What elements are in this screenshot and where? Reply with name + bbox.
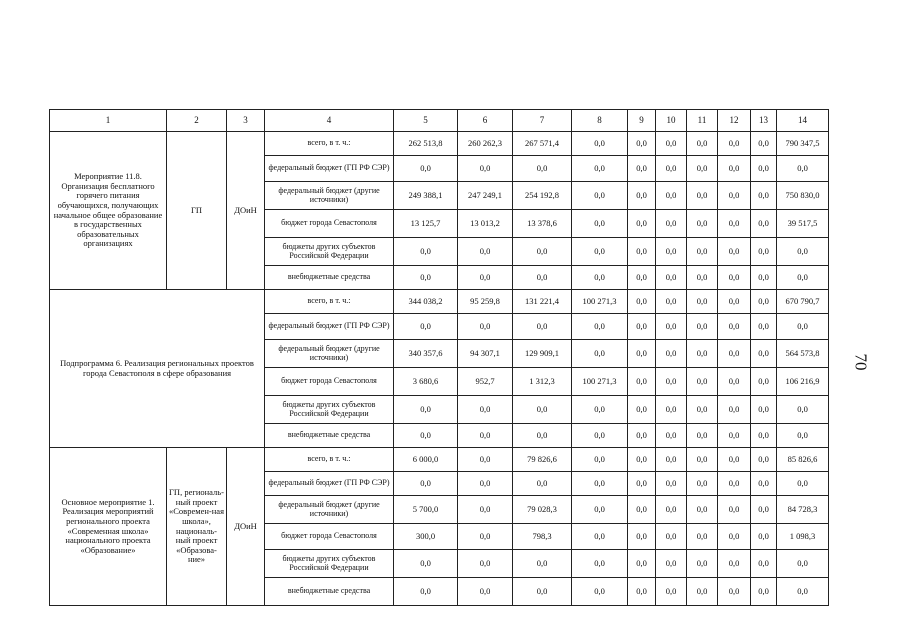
amount-cell: 95 259,8 [458,290,513,314]
amount-cell: 0,0 [718,578,751,606]
amount-cell: 0,0 [458,472,513,496]
amount-cell: 340 357,6 [394,340,458,368]
amount-cell: 0,0 [656,290,687,314]
amount-cell: 952,7 [458,368,513,396]
amount-cell: 0,0 [628,290,656,314]
amount-cell: 0,0 [572,266,628,290]
amount-cell: 0,0 [656,550,687,578]
amount-cell: 0,0 [687,156,718,182]
amount-cell: 0,0 [572,182,628,210]
amount-cell: 0,0 [687,368,718,396]
amount-cell: 0,0 [656,266,687,290]
amount-cell: 0,0 [572,314,628,340]
amount-cell: 0,0 [458,266,513,290]
amount-cell: 129 909,1 [513,340,572,368]
funding-source: внебюджетные средства [265,266,394,290]
amount-cell: 0,0 [751,156,777,182]
amount-cell: 0,0 [656,156,687,182]
amount-cell: 0,0 [394,396,458,424]
amount-cell: 13 125,7 [394,210,458,238]
column-number: 2 [167,110,227,132]
amount-cell: 0,0 [751,266,777,290]
event-name: Основное мероприятие 1. Реализация мероприятий регионального проекта «Современная школа» национального проекта «Образование» [50,448,167,606]
amount-cell: 0,0 [628,496,656,524]
amount-cell: 670 790,7 [777,290,829,314]
column-number: 9 [628,110,656,132]
amount-cell: 0,0 [628,340,656,368]
amount-cell: 0,0 [777,472,829,496]
amount-cell: 0,0 [572,156,628,182]
amount-cell: 0,0 [394,156,458,182]
funding-source: всего, в т. ч.: [265,448,394,472]
table-row [50,448,829,472]
amount-cell: 0,0 [687,396,718,424]
amount-cell: 106 216,9 [777,368,829,396]
amount-cell: 750 830,0 [777,182,829,210]
amount-cell: 0,0 [751,524,777,550]
amount-cell: 0,0 [656,314,687,340]
amount-cell: 0,0 [513,424,572,448]
amount-cell: 0,0 [687,496,718,524]
amount-cell: 0,0 [656,182,687,210]
funding-source: федеральный бюджет (другие источники) [265,182,394,210]
amount-cell: 0,0 [718,314,751,340]
amount-cell: 1 098,3 [777,524,829,550]
amount-cell: 249 388,1 [394,182,458,210]
amount-cell: 0,0 [628,132,656,156]
column-number: 14 [777,110,829,132]
amount-cell: 0,0 [513,266,572,290]
amount-cell: 0,0 [718,368,751,396]
amount-cell: 0,0 [458,396,513,424]
amount-cell: 0,0 [718,448,751,472]
amount-cell: 0,0 [458,156,513,182]
amount-cell: 39 517,5 [777,210,829,238]
amount-cell: 0,0 [687,472,718,496]
amount-cell: 0,0 [513,314,572,340]
amount-cell: 0,0 [751,340,777,368]
amount-cell: 0,0 [572,448,628,472]
funding-source: федеральный бюджет (другие источники) [265,496,394,524]
amount-cell: 0,0 [656,578,687,606]
column-number: 8 [572,110,628,132]
amount-cell: 0,0 [751,368,777,396]
amount-cell: 0,0 [718,156,751,182]
amount-cell: 0,0 [687,290,718,314]
amount-cell: 0,0 [513,550,572,578]
amount-cell: 0,0 [687,340,718,368]
amount-cell: 0,0 [628,448,656,472]
funding-source: бюджеты других субъектов Российской Федерации [265,550,394,578]
amount-cell: 0,0 [513,578,572,606]
column-number: 12 [718,110,751,132]
amount-cell: 0,0 [777,578,829,606]
amount-cell: 0,0 [656,368,687,396]
amount-cell: 0,0 [628,238,656,266]
amount-cell: 0,0 [718,396,751,424]
amount-cell: 85 826,6 [777,448,829,472]
program-type: ГП [167,132,227,290]
amount-cell: 0,0 [777,424,829,448]
amount-cell: 100 271,3 [572,368,628,396]
amount-cell: 0,0 [656,340,687,368]
amount-cell: 0,0 [718,132,751,156]
amount-cell: 0,0 [656,424,687,448]
column-number: 3 [227,110,265,132]
amount-cell: 0,0 [513,396,572,424]
funding-source: внебюджетные средства [265,424,394,448]
amount-cell: 564 573,8 [777,340,829,368]
amount-cell: 0,0 [572,524,628,550]
amount-cell: 0,0 [718,550,751,578]
amount-cell: 0,0 [751,238,777,266]
amount-cell: 0,0 [718,524,751,550]
amount-cell: 0,0 [628,396,656,424]
amount-cell: 0,0 [458,524,513,550]
amount-cell: 0,0 [751,448,777,472]
budget-table [49,109,829,606]
column-number: 11 [687,110,718,132]
amount-cell: 0,0 [572,210,628,238]
amount-cell: 0,0 [394,424,458,448]
amount-cell: 262 513,8 [394,132,458,156]
amount-cell: 0,0 [718,238,751,266]
amount-cell: 0,0 [656,472,687,496]
amount-cell: 0,0 [458,550,513,578]
amount-cell: 0,0 [628,210,656,238]
amount-cell: 260 262,3 [458,132,513,156]
amount-cell: 0,0 [458,238,513,266]
amount-cell: 0,0 [394,238,458,266]
funding-source: внебюджетные средства [265,578,394,606]
amount-cell: 0,0 [751,210,777,238]
amount-cell: 0,0 [751,496,777,524]
funding-source: бюджет города Севастополя [265,210,394,238]
amount-cell: 0,0 [687,578,718,606]
amount-cell: 0,0 [687,238,718,266]
amount-cell: 0,0 [628,472,656,496]
amount-cell: 0,0 [458,578,513,606]
funding-source: федеральный бюджет (другие источники) [265,340,394,368]
amount-cell: 0,0 [777,396,829,424]
amount-cell: 0,0 [628,266,656,290]
amount-cell: 0,0 [572,550,628,578]
amount-cell: 0,0 [513,238,572,266]
column-number: 5 [394,110,458,132]
header-row [50,110,829,132]
amount-cell: 0,0 [687,182,718,210]
amount-cell: 344 038,2 [394,290,458,314]
amount-cell: 0,0 [718,472,751,496]
amount-cell: 0,0 [628,182,656,210]
amount-cell: 131 221,4 [513,290,572,314]
amount-cell: 0,0 [751,424,777,448]
amount-cell: 0,0 [777,266,829,290]
subprogram-name: Подпрограмма 6. Реализация региональных проектов города Севастополя в сфере образования [50,290,265,448]
funding-source: федеральный бюджет (ГП РФ СЭР) [265,156,394,182]
amount-cell: 0,0 [687,550,718,578]
amount-cell: 0,0 [687,132,718,156]
amount-cell: 0,0 [394,266,458,290]
amount-cell: 247 249,1 [458,182,513,210]
amount-cell: 0,0 [394,472,458,496]
amount-cell: 0,0 [687,266,718,290]
amount-cell: 0,0 [687,210,718,238]
amount-cell: 0,0 [572,132,628,156]
program-type: ГП, региональ-ный проект «Современ-ная школа», националь-ный проект «Образова-ние» [167,448,227,606]
amount-cell: 5 700,0 [394,496,458,524]
amount-cell: 0,0 [751,182,777,210]
amount-cell: 0,0 [718,340,751,368]
executor: ДОиН [227,132,265,290]
amount-cell: 79 028,3 [513,496,572,524]
amount-cell: 0,0 [628,550,656,578]
amount-cell: 0,0 [628,424,656,448]
amount-cell: 0,0 [656,132,687,156]
amount-cell: 798,3 [513,524,572,550]
amount-cell: 0,0 [718,210,751,238]
amount-cell: 0,0 [628,578,656,606]
amount-cell: 0,0 [718,266,751,290]
amount-cell: 13 013,2 [458,210,513,238]
amount-cell: 0,0 [777,550,829,578]
amount-cell: 0,0 [777,314,829,340]
amount-cell: 0,0 [394,314,458,340]
amount-cell: 13 378,6 [513,210,572,238]
column-number: 1 [50,110,167,132]
amount-cell: 0,0 [751,290,777,314]
amount-cell: 0,0 [628,524,656,550]
amount-cell: 0,0 [751,314,777,340]
amount-cell: 0,0 [656,496,687,524]
amount-cell: 0,0 [458,496,513,524]
amount-cell: 300,0 [394,524,458,550]
amount-cell: 84 728,3 [777,496,829,524]
amount-cell: 0,0 [718,424,751,448]
amount-cell: 0,0 [718,290,751,314]
amount-cell: 0,0 [394,578,458,606]
amount-cell: 0,0 [628,368,656,396]
amount-cell: 0,0 [718,182,751,210]
funding-source: всего, в т. ч.: [265,290,394,314]
amount-cell: 0,0 [656,210,687,238]
amount-cell: 0,0 [718,496,751,524]
amount-cell: 94 307,1 [458,340,513,368]
column-number: 6 [458,110,513,132]
amount-cell: 0,0 [458,424,513,448]
amount-cell: 0,0 [751,132,777,156]
amount-cell: 0,0 [777,156,829,182]
funding-source: бюджет города Севастополя [265,524,394,550]
amount-cell: 0,0 [394,550,458,578]
amount-cell: 0,0 [751,472,777,496]
amount-cell: 0,0 [751,396,777,424]
amount-cell: 0,0 [656,448,687,472]
amount-cell: 6 000,0 [394,448,458,472]
table-row [50,132,829,156]
column-number: 10 [656,110,687,132]
column-number: 13 [751,110,777,132]
amount-cell: 100 271,3 [572,290,628,314]
funding-source: бюджеты других субъектов Российской Федерации [265,396,394,424]
amount-cell: 0,0 [687,448,718,472]
executor: ДОиН [227,448,265,606]
amount-cell: 267 571,4 [513,132,572,156]
page-number: 70 [851,353,871,371]
amount-cell: 0,0 [656,238,687,266]
amount-cell: 0,0 [572,238,628,266]
amount-cell: 0,0 [687,524,718,550]
amount-cell: 0,0 [751,550,777,578]
funding-source: всего, в т. ч.: [265,132,394,156]
amount-cell: 1 312,3 [513,368,572,396]
amount-cell: 79 826,6 [513,448,572,472]
amount-cell: 0,0 [656,396,687,424]
amount-cell: 0,0 [572,340,628,368]
table-row [50,290,829,314]
amount-cell: 0,0 [656,524,687,550]
column-number: 7 [513,110,572,132]
amount-cell: 0,0 [751,578,777,606]
amount-cell: 0,0 [628,156,656,182]
amount-cell: 790 347,5 [777,132,829,156]
amount-cell: 0,0 [458,448,513,472]
amount-cell: 0,0 [513,156,572,182]
amount-cell: 0,0 [777,238,829,266]
amount-cell: 3 680,6 [394,368,458,396]
funding-source: бюджеты других субъектов Российской Федерации [265,238,394,266]
amount-cell: 0,0 [572,578,628,606]
amount-cell: 254 192,8 [513,182,572,210]
funding-source: бюджет города Севастополя [265,368,394,396]
amount-cell: 0,0 [513,472,572,496]
amount-cell: 0,0 [572,424,628,448]
amount-cell: 0,0 [572,472,628,496]
amount-cell: 0,0 [572,496,628,524]
amount-cell: 0,0 [458,314,513,340]
amount-cell: 0,0 [572,396,628,424]
amount-cell: 0,0 [687,314,718,340]
funding-source: федеральный бюджет (ГП РФ СЭР) [265,314,394,340]
funding-source: федеральный бюджет (ГП РФ СЭР) [265,472,394,496]
amount-cell: 0,0 [628,314,656,340]
event-name: Мероприятие 11.8. Организация бесплатного горячего питания обучающихся, получающих начальное общее образование в государственных образовательных организациях [50,132,167,290]
column-number: 4 [265,110,394,132]
amount-cell: 0,0 [687,424,718,448]
